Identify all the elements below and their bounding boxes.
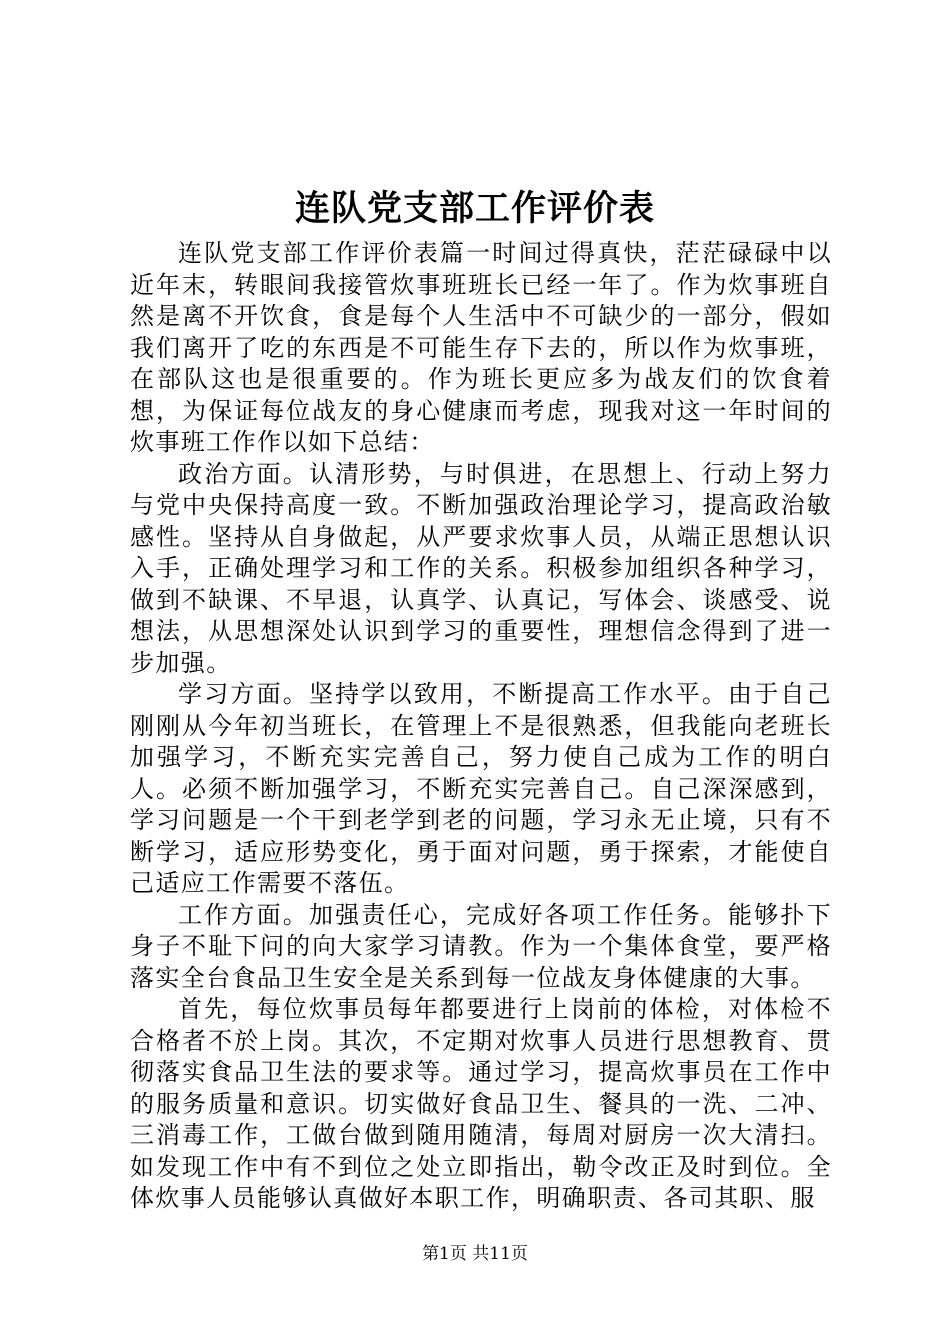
document-title: 连队党支部工作评价表 — [294, 188, 655, 229]
paragraph-first: 首先，每位炊事员每年都要进行上岗前的体检，对体检不合格者不於上岗。其次，不定期对炊事人员进行思想教育、贯彻落实食品卫生法的要求等。通过学习，提高炊事员在工作中的服务质量和意识。切实做好食品卫生、餐具的一洗、二冲、三消毒工作，工做台做到随用随清，每周对厨房一次大清扫。如发现工作中有不到位之处立即指出，勒令改正及时到位。全体炊事人员能够认真做好本职工作，明确职责、各司其职、服 — [130, 995, 832, 1212]
paragraph-intro: 连队党支部工作评价表篇一时间过得真快，茫茫碌碌中以近年末，转眼间我接管炊事班班长已经一年了。作为炊事班自然是离不开饮食，食是每个人生活中不可缺少的一部分，假如我们离开了吃的东西是不可能生存下去的，所以作为炊事班，在部队这也是很重要的。作为班长更应多为战友们的饮食着想，为保证每位战友的身心健康而考虑，现我对这一年时间的炊事班工作作以如下总结： — [130, 239, 832, 456]
paragraph-work: 工作方面。加强责任心，完成好各项工作任务。能够扑下身子不耻下问的向大家学习请教。作为一个集体食堂，要严格落实全台食品卫生安全是关系到每一位战友身体健康的大事。 — [130, 900, 832, 992]
paragraph-politics: 政治方面。认清形势，与时俱进，在思想上、行动上努力与党中央保持高度一致。不断加强政治理论学习，提高政治敏感性。坚持从自身做起，从严要求炊事人员，从端正思想认识入手，正确处理学习和工作的关系。积极参加组织各种学习，做到不缺课、不早退，认真学、认真记，写体会、谈感受、说想法，从思想深处认识到学习的重要性，理想信念得到了进一步加强。 — [130, 459, 832, 677]
paragraph-study: 学习方面。坚持学以致用，不断提高工作水平。由于自己刚刚从今年初当班长，在管理上不是很熟悉，但我能向老班长加强学习，不断充实完善自己，努力使自己成为工作的明白人。必须不断加强学习，不断充实完善自己。自己深深感到，学习问题是一个干到老学到老的问题，学习永无止境，只有不断学习，适应形势变化，勇于面对问题，勇于探索，才能使自己适应工作需要不落伍。 — [130, 680, 832, 897]
document-body — [130, 238, 832, 1215]
page-number-footer: 第1页 共11页 — [422, 1244, 528, 1264]
